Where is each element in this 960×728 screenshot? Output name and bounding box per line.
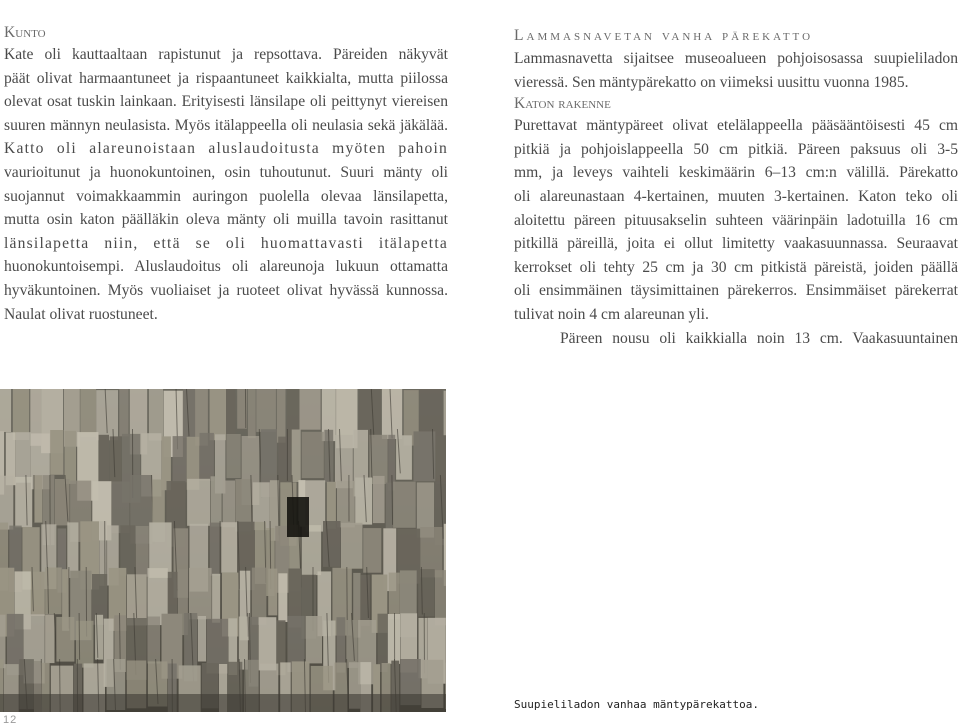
right-column (514, 25, 958, 350)
text-line: Purettavat mäntypäreet olivat etelälappeella pääsääntöisesti 45 cm (514, 117, 958, 135)
text-line: pitkiä ja pohjoislappeella 50 cm pitkiä. Päreen paksuus oli 3-5 (514, 140, 958, 158)
shingle (34, 475, 43, 522)
shingle (337, 481, 355, 528)
paragraph-nousu (514, 327, 958, 351)
shingle (50, 430, 63, 475)
paragraph-kunto (4, 43, 448, 326)
roof-photo (0, 389, 446, 712)
photo-caption: Suupieliladon vanhaa mäntypärekattoa. (514, 698, 760, 711)
shingle (16, 432, 31, 483)
shingle (211, 476, 222, 526)
shingle (436, 435, 446, 483)
shingle (252, 568, 267, 625)
subheading-katon-rakenne: Katon rakenne (514, 95, 611, 113)
shingle (355, 478, 372, 525)
paragraph-intro (514, 47, 958, 94)
shingle (389, 573, 400, 620)
text-line: mm, ja leveys vaihteli keskimäärin 6–13 cm:n välillä. Pärekatto (514, 164, 958, 182)
shingle (80, 389, 96, 437)
text-line: mutta osin katon päälläkin oleva mänty oli muilla tavoin rasittanut (4, 211, 448, 229)
shingle (99, 435, 109, 483)
shingle (300, 389, 321, 430)
shingle (119, 389, 128, 436)
shingle (277, 389, 286, 443)
shingle (187, 479, 210, 526)
shingle (173, 436, 187, 482)
shingle (198, 616, 206, 662)
text-line: tulivat noin 4 cm alareunan yli. (514, 305, 709, 323)
shingle (45, 615, 54, 664)
text-line: Päreen nousu oli kaikkialla noin 13 cm. Vaakasuuntainen (560, 329, 958, 347)
text-line: huonokuntoisempi. Aluslaudoitus oli alareunoja lukuun ottamatta (4, 258, 448, 276)
text-line: Naulat olivat ruostuneet. (4, 305, 158, 323)
shingle (256, 389, 276, 432)
text-line: pitkillä päreillä, joita ei ollut limitetty vaakasuunnassa. Seuraavat (514, 235, 958, 253)
shingle (147, 617, 160, 664)
text-line: aloitettu päreen pituusakselin suhteen väärinpäin ladotuilla 16 cm (514, 211, 958, 229)
text-line: kerrokset oli tehty 25 cm ja 30 cm pitkistä päreistä, joiden päällä (514, 258, 958, 276)
shingle (418, 569, 435, 617)
shingle (210, 523, 221, 576)
text-line: hyväkuntoinen. Myös vuoliaiset ja ruoteet olivat hyvässä kunnossa. (4, 281, 448, 299)
shingle (200, 433, 214, 481)
shingle (0, 389, 11, 432)
shingle (76, 621, 94, 668)
shingle (0, 476, 13, 530)
text-line: oli alareunastaan 4-kertainen, muuten 3-kertainen. Katon teko oli (514, 187, 958, 205)
paragraph-rakenne (514, 114, 958, 326)
shingle (210, 389, 226, 440)
shingle (149, 389, 163, 441)
shingle (363, 528, 381, 573)
shingle (212, 574, 220, 623)
text-line: vaurioitunut ja huonokuntoinen, osin tuhoutunut. Suuri mänty oli (4, 163, 448, 181)
shingle-crack (79, 613, 80, 660)
shingle (268, 569, 277, 616)
shingle (136, 526, 149, 577)
shingle (444, 391, 446, 436)
shingle (414, 431, 436, 481)
page-number: 12 (3, 714, 18, 726)
text-line: oli ensimmäinen täysimittainen pärekerros. Ensimmäiset pärekerrat (514, 282, 958, 300)
shingle (278, 437, 291, 489)
shingle (393, 482, 416, 528)
shingle (435, 570, 446, 625)
shingle (361, 575, 370, 626)
shingle (226, 434, 240, 478)
shingle (278, 573, 287, 622)
shingle (223, 481, 235, 528)
shingle (341, 523, 363, 569)
text-line: päät olivat harmaantuneet ja rispaantuneet kaikkialta, mutta piilossa (4, 69, 448, 87)
shingle (65, 431, 77, 484)
section-heading-kunto: Kunto (4, 24, 46, 41)
shingle (335, 435, 353, 488)
shingle (373, 476, 385, 523)
shingle-crack (392, 475, 393, 525)
text-line: Lammasnavetta sijaitsee museoalueen pohjoisosassa suupieliladon (514, 50, 958, 67)
shingle (259, 617, 277, 670)
text-line: länsilapetta niin, että se oli huomattavasti itälapetta (4, 234, 448, 252)
shingle (110, 436, 122, 484)
left-column (4, 23, 448, 326)
text-line: suuren männyn neulasista. Myös itälappeella oli neulasia sekä jäkälää. (4, 116, 448, 134)
shingle (248, 389, 256, 438)
shingle (221, 522, 237, 573)
shingle (388, 614, 400, 664)
text-line: Kate oli kauttaaltaan rapistunut ja repsottava. Päreiden näkyvät (4, 46, 448, 63)
section-heading-lammasnavetta: Lammasnavetan vanha pärekatto (514, 27, 814, 44)
shingle (302, 432, 324, 478)
roof-shingles-image (0, 389, 446, 712)
shingle (323, 521, 341, 567)
shingle (56, 617, 74, 662)
shingle (306, 616, 322, 663)
shingle (15, 477, 32, 527)
text-line: olevat osat tuskin lainkaan. Erityisesti länsilape oli peittynyt viereisen (4, 93, 448, 111)
text-line: Katto oli alareunoistaan aluslaudoitusta myöten pahoin (4, 140, 448, 158)
text-line: vieressä. Sen mäntypärekatto on viimeksi uusittu vuonna 1985. (514, 73, 909, 91)
text-line: suojannut voimakkaammin auringon puolella olevaa länsilapetta, (4, 187, 448, 205)
shingle (292, 430, 301, 483)
shingle (189, 568, 212, 619)
